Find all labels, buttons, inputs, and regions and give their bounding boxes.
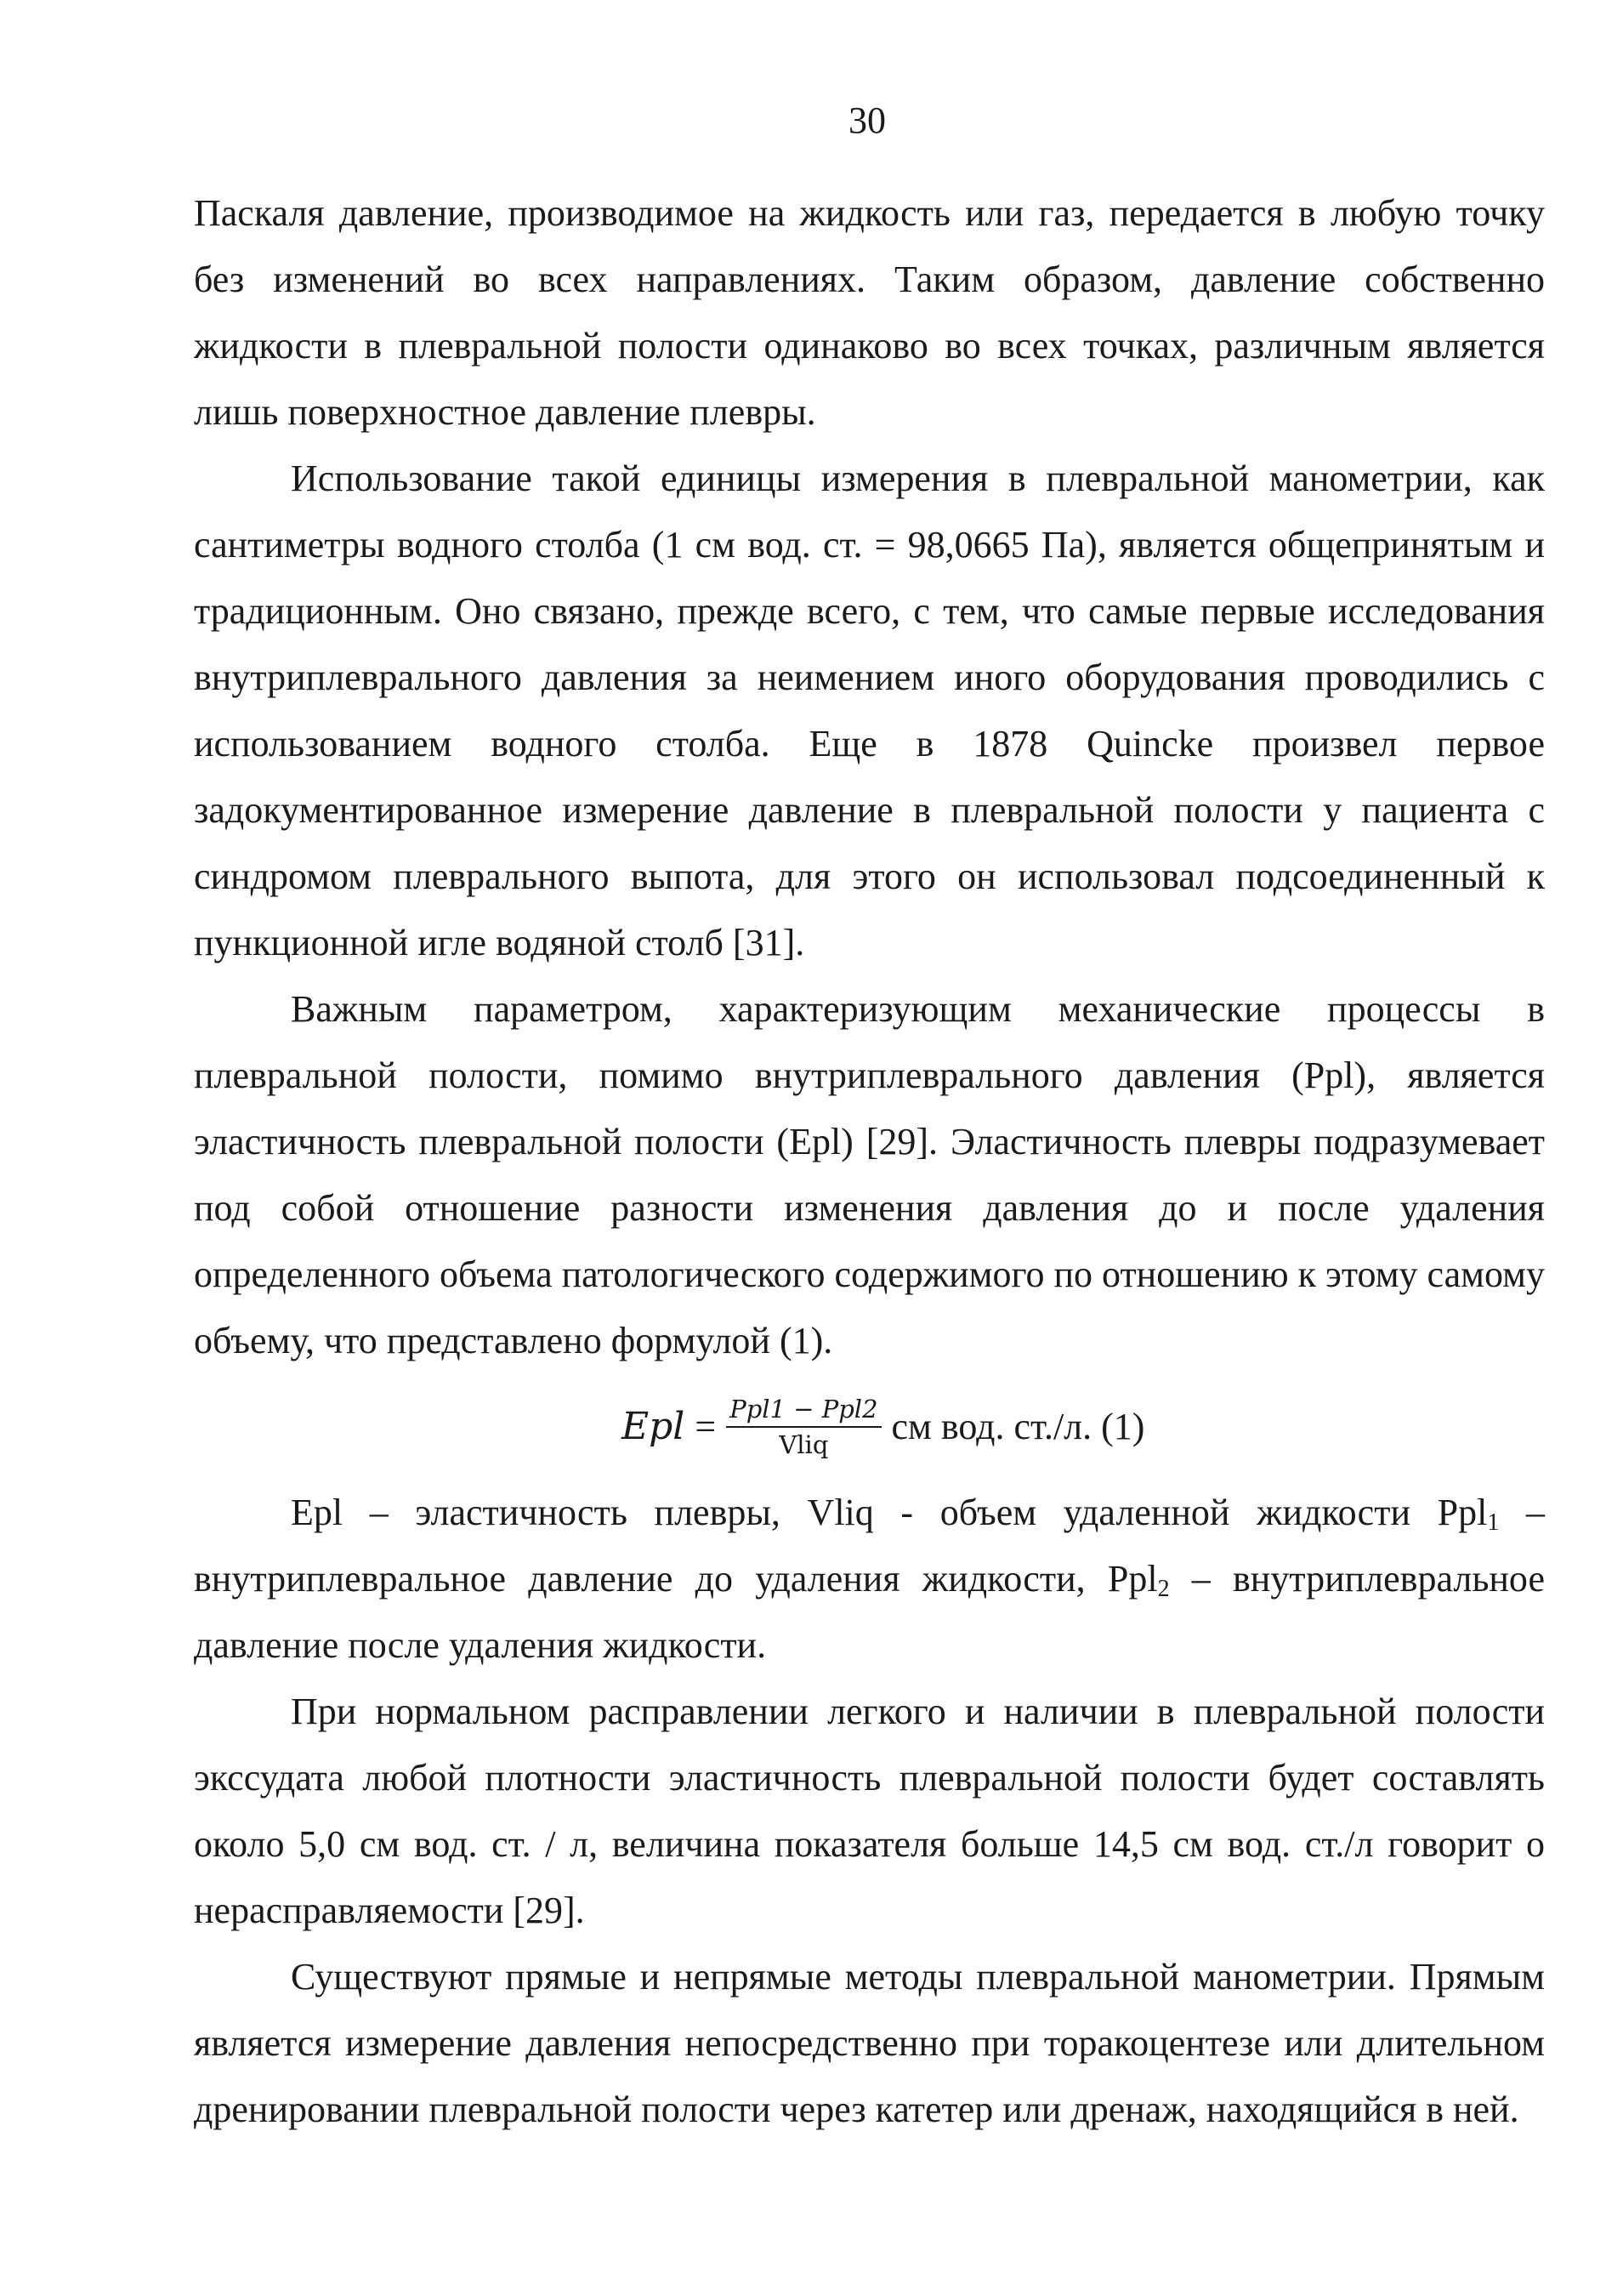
paragraph-6: Существуют прямые и непрямые методы плевральной манометрии. Прямым является измерение давления непосредственно при торакоцентезе или длительном дренировании плевральной полости через катетер или дренаж, находящийся в ней. (194, 1956, 1545, 2130)
formula-fraction (726, 1392, 881, 1462)
formula-lhs: Epl (621, 1405, 685, 1448)
paragraph-4-part-b: – внутриплевральное давление до удаления жидкости, Ppl (194, 1492, 1545, 1600)
formula-equals: = (695, 1406, 717, 1447)
paragraph-4 (194, 1480, 1545, 1679)
formula-elasticity (621, 1374, 1144, 1480)
document-body (194, 180, 1545, 2143)
formula-block (194, 1374, 1545, 1480)
formula-numerator: Ppl1 − Ppl2 (729, 1395, 878, 1424)
subscript-2: 2 (1157, 1576, 1170, 1602)
paragraph-3: Важным параметром, характеризующим механические процессы в плевральной полости, помимо внутриплеврального давления (Ppl), является эластичность плевральной полости (Epl) [29]. Эластичность плевры подразумевает под собой отношение разности изменения давления до и после удаления определенного объема патологического содержимого по отношению к этому самому объему, что представлено формулой (1). (194, 988, 1545, 1361)
paragraph-2: Использование такой единицы измерения в плевральной манометрии, как сантиметры водного столба (1 см вод. ст. = 98,0665 Па), является общепринятым и традиционным. Оно связано, прежде всего, с тем, что самые первые исследования внутриплеврального давления за неимением иного оборудования проводились с использованием водного столба. Еще в 1878 Quincke произвел первое задокументированное измерение давление в плевральной полости у пациента с синдромом плеврального выпота, для этого он использовал подсоединенный к пункционной игле водяной столб [31]. (194, 457, 1545, 963)
page-number: 30 (848, 99, 886, 141)
formula-unit: см вод. ст./л. (1) (891, 1406, 1145, 1447)
formula-denominator: Vliq (779, 1430, 829, 1459)
paragraph-4-part-c: – внутриплевральное давление после удаления жидкости. (194, 1558, 1545, 1666)
subscript-1: 1 (1487, 1509, 1500, 1536)
paragraph-5: При нормальном расправлении легкого и наличии в плевральной полости экссудата любой плотности эластичность плевральной полости будет составлять около 5,0 см вод. ст. / л, величина показателя больше 14,5 см вод. ст./л говорит о нерасправляемости [29]. (194, 1691, 1545, 1931)
paragraph-4-part-a: Epl – эластичность плевры, Vliq - объем удаленной жидкости Ppl (291, 1492, 1488, 1533)
paragraph-1: Паскаля давление, производимое на жидкость или газ, передается в любую точку без изменений во всех направлениях. Таким образом, давление собственно жидкости в плевральной полости одинаково во всех точках, различным является лишь поверхностное давление плевры. (194, 192, 1545, 433)
